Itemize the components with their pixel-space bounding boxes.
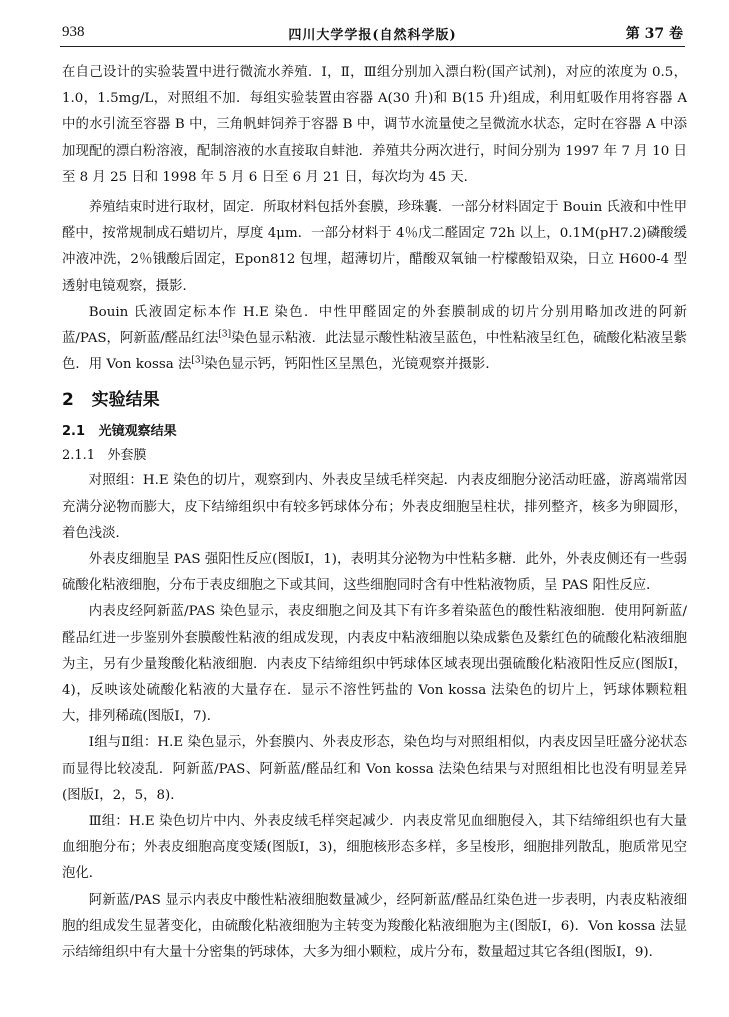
subsubsection-title: 外套膜 — [107, 448, 147, 464]
paragraph-group-3: Ⅲ组：H.E 染色切片中内、外表皮绒毛样突起减少．内表皮常见血细胞侵入，其下结缔组织也有大量血细胞分布；外表皮细胞高度变矮(图版Ⅰ，3)，细胞核形态多样，多呈梭形，细胞排列散乱，胞质常见空泡化． — [62, 814, 687, 882]
paragraph-inner-epidermis: 内表皮经阿新蓝/PAS 染色显示，表皮细胞之间及其下有许多着染蓝色的酸性粘液细胞．使用阿新蓝/醛品红进一步鉴别外套膜酸性粘液的组成发现，内表皮中粘液细胞以染成紫色及紫红色的硫酸化粘液细胞为主，另有少量羧酸化粘液细胞．内表皮下结缔组织中钙球体区域表现出强硫酸化粘液阳性反应(图版Ⅰ，4)，反映该处硫酸化粘液的大量存在．显示不溶性钙盐的 Von kossa 法染色的切片上，钙球体颗粒粗大，排列稀疏(图版Ⅰ，7)． — [62, 604, 687, 725]
citation-ref: [3] — [191, 355, 205, 366]
paragraph-setup: 在自己设计的实验装置中进行微流水养殖．Ⅰ，Ⅱ，Ⅲ组分别加入漂白粉(国产试剂)，对应的浓度为 0.5，1.0，1.5mg/L，对照组不加．每组实验装置由容器 A(30 升)和 B(15 升)组成，利用虹吸作用将容器 A 中的水引流至容器 B 中，三角帆蚌饲养于容器 B 中，调节水流量使之呈微流水状态，定时在容器 A 中添加现配的漂白粉溶液，配制溶液的水直接取自蚌池．养殖共分两次进行，时间分别为 1997 年 7 月 10 日至 8 月 25 日和 1998 年 5 月 6 日至 6 月 21 日，每次均为 45 天． — [62, 65, 687, 185]
paragraph-mucus-results: 阿新蓝/PAS 显示内表皮中酸性粘液细胞数量减少，经阿新蓝/醛品红染色进一步表明，内表皮粘液细胞的组成发生显著变化，由硫酸化粘液细胞为主转变为羧酸化粘液细胞为主(图版Ⅰ，6)．Von kossa 法显示结缔组织中有大量十分密集的钙球体，大多为细小颗粒，成片分布，数量超过其它各组(图版Ⅰ，9)． — [62, 892, 687, 961]
paragraph-staining — [62, 300, 687, 379]
paragraph-control-group: 对照组：H.E 染色的切片，观察到内、外表皮呈绒毛样突起．内表皮细胞分泌活动旺盛，游离端常因充满分泌物而膨大，皮下结缔组织中有较多钙球体分布；外表皮细胞呈柱状，排列整齐，核多为卵圆形，着色浅淡． — [62, 473, 687, 541]
paragraph-sampling: 养殖结束时进行取材，固定．所取材料包括外套膜，珍珠囊．一部分材料固定于 Bouin 氏液和中性甲醛中，按常规制成石蜡切片，厚度 4μm．一部分材料于 4％戊二醛固定 72h 以上，0.1M(pH7.2)磷酸缓冲液冲洗，2％锇酸后固定，Epon812 包埋，超薄切片，醋酸双氧铀一柠檬酸铅双染，日立 H600-4 型透射电镜观察，摄影． — [62, 200, 687, 294]
paragraph-outer-epidermis: 外表皮细胞呈 PAS 强阳性反应(图版Ⅰ，1)，表明其分泌物为中性粘多糖．此外，外表皮侧还有一些弱硫酸化粘液细胞，分布于表皮细胞之下或其间，这些细胞同时含有中性粘液物质，呈 PAS 阳性反应． — [62, 552, 687, 594]
staining-text-b: 染色显示粘液．此法显示酸性粘液呈蓝色，中性粘液呈红色，硫酸化粘液呈紫色．用 Von kossa 法 — [62, 331, 687, 373]
section-title: 实验结果 — [91, 390, 160, 411]
subsubsection-number: 2.1.1 — [62, 448, 96, 464]
journal-title: 四川大学学报(自然科学版) — [288, 28, 457, 43]
subsubsection-heading — [62, 444, 687, 468]
staining-text-c: 染色显示钙，钙阳性区呈黑色，光镜观察并摄影． — [204, 357, 499, 373]
running-header — [62, 22, 683, 44]
paragraph-groups-1-2: Ⅰ组与Ⅱ组：H.E 染色显示，外套膜内、外表皮形态，染色均与对照组相似，内表皮因呈旺盛分泌状态而显得比较凌乱．阿新蓝/PAS、阿新蓝/醛品红和 Von kossa 法染色结果与对照组相比也没有明显差异(图版Ⅰ，2，5，8)． — [62, 735, 687, 803]
staining-text-a: Bouin 氏液固定标本作 H.E 染色．中性甲醛固定的外套膜制成的切片分别用略加改进的阿新蓝/PAS，阿新蓝/醛品红法 — [62, 304, 687, 347]
citation-ref: [3] — [218, 329, 232, 340]
section-heading — [62, 388, 687, 412]
section-number: 2 — [62, 390, 74, 411]
volume-label: 第 37 卷 — [625, 26, 683, 42]
page-body — [62, 60, 687, 966]
subsection-heading — [62, 420, 687, 444]
subsection-number: 2.1 — [62, 424, 86, 440]
header-rule — [60, 46, 685, 47]
page-number: 938 — [62, 24, 85, 40]
subsection-title: 光镜观察结果 — [98, 424, 177, 440]
